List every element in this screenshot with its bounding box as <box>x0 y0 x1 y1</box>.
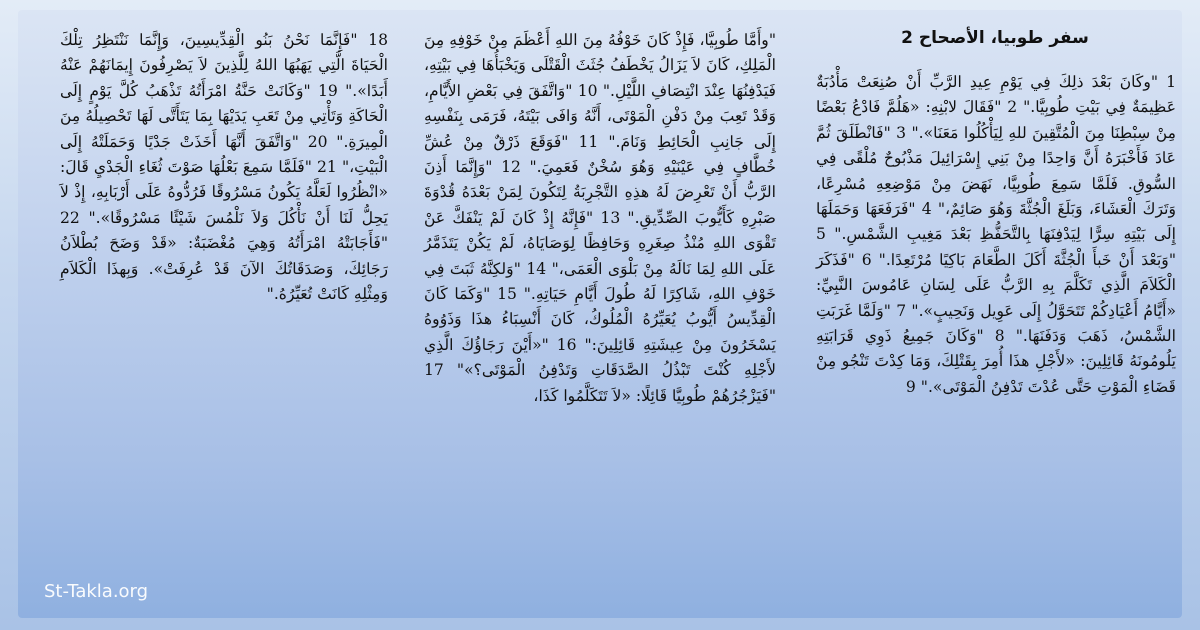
page-title: سفر طوبيا، الأصحاح 2 <box>901 28 1089 48</box>
column-right <box>804 10 1186 610</box>
document-panel <box>18 10 1182 618</box>
column-middle <box>416 10 786 610</box>
column-left-text: 18 "فَإِنَّمَا نَحْنُ بَنُو الْقِدِّيسِينَ، وَإِنَّمَا نَنْتَظِرُ تِلْكَ الْحَيَاةَ الَّتِي يَهَبُهَا اللهُ لِلَّذِينَ لاَ يَصْرِفُونَ إِيمَانَهُمْ عَنْهُ أَبَدًا»." 19 "وَكَانَتْ حَنَّةُ امْرَأَتُهُ تَذْهَبُ كُلَّ يَوْمٍ إِلَى الْحَاكَةِ وَتَأْتِي مِنْ تَعَبِ يَدَيْهَا بِمَا يَتَأَتَّى لَهَا تَحْصِيلُهُ مِنَ الْمِيرَةِ." 20 "وَاتَّفَقَ أَنَّهَا أَخَذَتْ جَدْيًا وَحَمَلَتْهُ إِلَى الْبَيْتِ،" 21 "فَلَمَّا سَمِعَ بَعْلُهَا صَوْتَ ثُغَاءِ الْجَدْيِ قَالَ: «انْظُرُوا لَعَلَّهُ يَكُونُ مَسْرُوقًا فَرُدُّوهُ عَلَى أَرْبَابِهِ، إِذْ لاَ يَحِلُّ لَنَا أَنْ نَأْكُلَ وَلاَ نَلْمُسَ شَيْئًا مَسْرُوقًا»." 22 "فَأَجَابَتْهُ امْرَأَتُهُ وَهِيَ مُغْضَبَةٌ: «قَدْ وَضَحَ بُطْلاَنُ رَجَائِكَ، وَصَدَقَاتُكَ الآنَ قَدْ عُرِفَتْ». وَبِهذَا الْكَلاَمِ وَمِثْلِهِ كَانَتْ تُعَيِّرُهُ." <box>60 31 388 304</box>
column-middle-text: "وأَمَّا طُوبِيَّا، فَإِذْ كَانَ خَوْفُهُ مِنَ اللهِ أَعْظَمَ مِنْ خَوْفِهِ مِنَ الْمَلِكِ، كَانَ لاَ يَزَالُ يَخْطَفُ جُثَثَ الْقَتْلَى وَيَخْبَأُهَا فِي بَيْتِهِ، فَيَدْفِنُهَا عِنْدَ انْتِصَافِ اللَّيْلِ." 10 "وَاتَّفَقَ فِي بَعْضِ الأَيَّامِ، وَقَدْ تَعِبَ مِنْ دَفْنِ الْمَوْتَى، أَنَّهُ وَافَى بَيْتَهُ، فَرَمَى بِنَفْسِهِ إِلَى جَانِبِ الْحَائِطِ وَنَامَ." 11 "فَوَقَعَ ذَرْقٌ مِنْ عُشِّ خُطَّافٍ فِي عَيْنَيْهِ وَهُوَ سُخْنٌ فَعَمِيَ." 12 "وَإِنَّمَا أَذِنَ الرَّبُّ أَنْ تَعْرِضَ لَهُ هذِهِ التَّجْرِبَةُ لِتَكُونَ لِمَنْ بَعْدَهُ قُدْوَةَ صَبْرِهِ كَأَيُّوبَ الصِّدِّيقِ." 13 "فَإِنَّهُ إِذْ كَانَ لَمْ يَنْفَكَّ عَنْ تَقْوَى اللهِ مُنْذُ صِغَرِهِ وَحَافِظًا لِوَصَايَاهُ، لَمْ يَكُنْ يَتَذَمَّرُ عَلَى اللهِ لِمَا نَالَهُ مِنْ بَلْوَى الْعَمَى،" 14 "وَلكِنَّهُ ثَبَتَ فِي خَوْفِ اللهِ، شَاكِرًا لَهُ طُولَ أَيَّامِ حَيَاتِهِ." 15 "وَكَمَا كَانَ الْقِدِّيسُ أَيُّوبُ يُعَيِّرُهُ الْمُلُوكُ، كَانَ أَنْسِبَاءُ هذَا وَذَوُوهُ يَسْخَرُونَ مِنْ عِيشَتِهِ قَائِلِينَ:" 16 "«أَيْنَ رَجَاؤُكَ الَّذِي لأَجْلِهِ كُنْتَ تَبْذُلُ الصَّدَقَاتِ وَتَدْفِنُ الْمَوْتَى؟»" 17 "فَيَزْجُرُهُمْ طُوبِيَّا قَائِلًا: «لاَ تَتَكَلَّمُوا كَذَا، <box>424 31 777 405</box>
column-left <box>18 10 396 610</box>
site-watermark: St-Takla.org <box>44 581 149 602</box>
column-right-text: 1 "وكَانَ بَعْدَ ذلِكَ فِي يَوْمِ عِيدِ الرَّبِّ أَنْ صُنِعَتْ مَأْدُبَةٌ عَظِيمَةٌ فِي بَيْتِ طُوبِيَّا." 2 "فَقَالَ لابْنِهِ: «هَلُمَّ فَادْعُ بَعْضًا مِنْ سِبْطِنَا مِنَ الْمُتَّقِينَ للهِ لِيَأْكُلُوا مَعَنَا»." 3 "فَانْطَلَقَ ثُمَّ عَادَ فَأَخْبَرَهُ أَنَّ وَاحِدًا مِنْ بَنِي إِسْرَائِيلَ مَذْبُوحٌ مُلْقًى فِي السُّوقِ. فَلَمَّا سَمِعَ طُوبِيَّا، نَهَضَ مِنْ مَوْضِعِهِ مُسْرِعًا، وَتَرَكَ الْعَشَاءَ، وَبَلَغَ الْجُثَّةَ وَهُوَ صَائِمٌ،" 4 "فَرَفَعَهَا وَحَمَلَهَا إِلَى بَيْتِهِ سِرًّا لِيَدْفِنَهَا بِالتَّحَفُّظِ بَعْدَ مَغِيبِ الشَّمْسِ." 5 "وَبَعْدَ أَنْ خَبأَ الْجُثَّةَ أَكَلَ الطَّعَامَ بَاكِيًا مُرْتَعِدًا." 6 "فَذَكَرَ الْكَلاَمَ الَّذِي تَكَلَّمَ بِهِ الرَّبُّ عَلَى لِسَانِ عَامُوسَ النَّبِيِّ: «أَيَّامُ أَعْيَادِكُمْ تَتَحَوَّلُ إِلَى عَوِيل وَنَحِيبٍ»." 7 "وَلَمَّا غَرَبَتِ الشَّمْسُ، ذَهَبَ وَدَفَنَهَا." 8 "وَكَانَ جَمِيعُ ذَوِي قَرَابَتِهِ يَلُومُونَهُ قَائِلِينَ: «لأَجْلِ هذَا أُمِرَ بِقَتْلِكَ، وَمَا كِدْتَ تَنْجُو مِنْ قَضَاءِ الْمَوْتِ حَتَّى عُدْتَ تَدْفِنُ الْمَوْتَى»." 9 <box>816 73 1177 396</box>
